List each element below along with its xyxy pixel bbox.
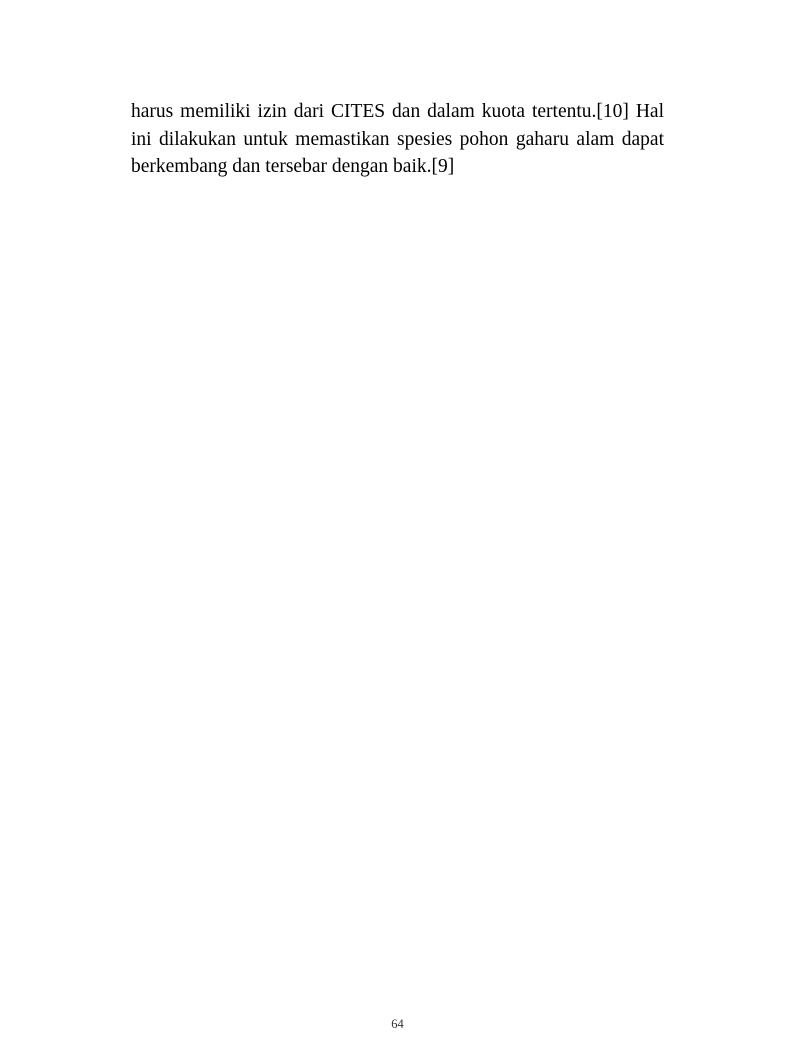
- page-text-block: [131, 98, 664, 181]
- body-paragraph: harus memiliki izin dari CITES dan dalam kuota tertentu.[10] Hal ini dilakukan untuk memastikan spesies pohon gaharu alam dapat berkembang dan tersebar dengan baik.[9]: [131, 101, 664, 177]
- page-number: 64: [391, 1017, 404, 1031]
